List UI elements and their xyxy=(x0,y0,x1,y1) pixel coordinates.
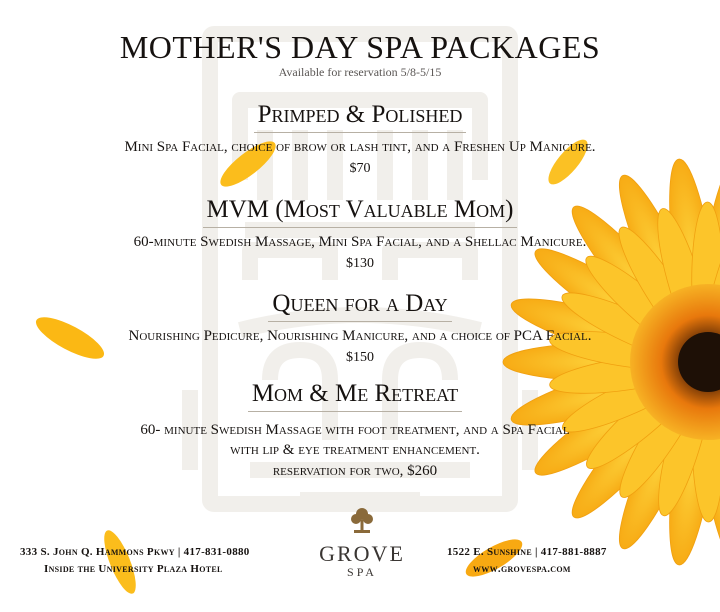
grove-spa-logo xyxy=(316,506,408,579)
address-university-plaza xyxy=(20,544,250,578)
logo-wordmark: GROVE xyxy=(319,541,405,566)
package-price: $130 xyxy=(346,256,374,271)
package-name: MVM (Most Valuable Mom) xyxy=(203,196,518,228)
package-description-line-2: with lip & eye treatment enhancement. xyxy=(230,442,480,458)
page-title: MOTHER'S DAY SPA PACKAGES xyxy=(119,29,601,65)
address-line: 1522 E. Sunshine | 417-881-8887 xyxy=(447,546,607,558)
package-mvm xyxy=(0,196,720,275)
website-link[interactable]: www.grovespa.com xyxy=(473,563,571,575)
package-price: $70 xyxy=(349,161,371,176)
package-description: Mini Spa Facial, choice of brow or lash tint, and a Freshen Up Manicure. xyxy=(124,139,596,155)
address-line: 333 S. John Q. Hammons Pkwy | 417-831-0880 xyxy=(20,546,250,558)
address-sunshine xyxy=(447,544,607,578)
package-description: Nourishing Pedicure, Nourishing Manicure, and a choice of PCA Facial. xyxy=(128,328,592,344)
package-queen-for-a-day xyxy=(0,290,720,369)
package-description: 60-minute Swedish Massage, Mini Spa Facial, and a Shellac Manicure. xyxy=(133,234,587,250)
logo-subtitle: SPA xyxy=(347,565,377,579)
package-name: Mom & Me Retreat xyxy=(248,380,462,412)
package-primped-polished xyxy=(0,101,720,180)
package-name: Primped & Polished xyxy=(254,101,467,133)
reservation-dates: Available for reservation 5/8-5/15 xyxy=(278,65,442,79)
package-name: Queen for a Day xyxy=(268,290,451,322)
tree-logo-icon xyxy=(348,506,376,536)
package-price: reservation for two, $260 xyxy=(272,463,438,479)
package-price: $150 xyxy=(346,350,374,365)
package-mom-and-me xyxy=(0,380,715,482)
address-line: Inside the University Plaza Hotel xyxy=(44,563,223,575)
package-description: 60- minute Swedish Massage with foot treatment, and a Spa Facial xyxy=(140,422,570,438)
